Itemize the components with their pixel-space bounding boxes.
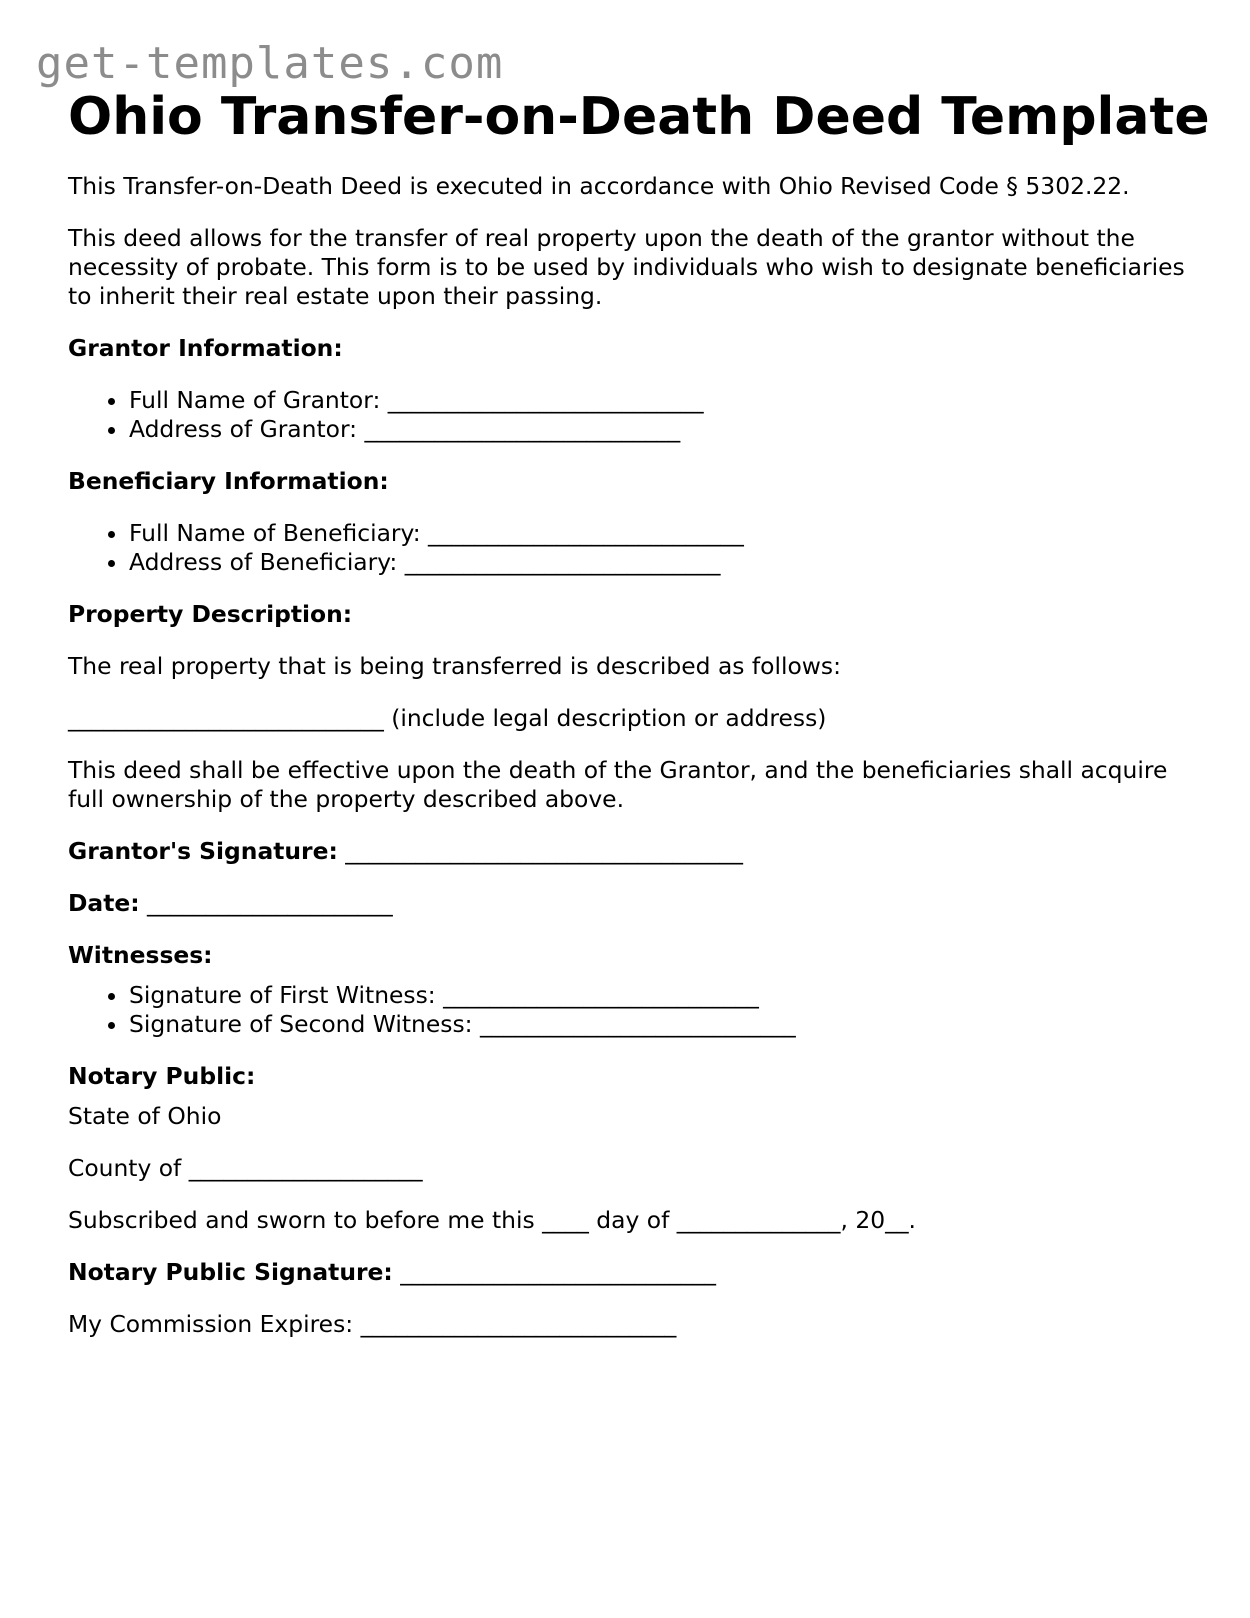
commission-expires-field[interactable]: My Commission Expires: ___________________________ xyxy=(68,1310,677,1338)
date-label: Date: xyxy=(68,889,140,917)
notary-signature-blank[interactable]: ___________________________ xyxy=(392,1258,716,1286)
date-blank[interactable]: _____________________ xyxy=(139,889,393,917)
watermark: get-templates.com xyxy=(36,38,504,89)
beneficiary-list xyxy=(68,519,1198,577)
notary-heading: Notary Public: xyxy=(68,1062,256,1090)
grantor-heading: Grantor Information: xyxy=(68,334,343,362)
notary-county-field[interactable]: County of ____________________ xyxy=(68,1154,423,1182)
beneficiary-heading: Beneficiary Information: xyxy=(68,467,389,495)
property-lead: The real property that is being transferred is described as follows: xyxy=(68,652,841,680)
intro-paragraph: This Transfer-on-Death Deed is executed in accordance with Ohio Revised Code § 5302.22. xyxy=(68,172,1130,200)
second-witness-field[interactable]: • Signature of Second Witness: ___________________________ xyxy=(129,1010,1198,1039)
beneficiary-name-field[interactable]: • Full Name of Beneficiary: ___________________________ xyxy=(129,519,1198,548)
date-line[interactable] xyxy=(68,889,1198,918)
notary-signature-line[interactable] xyxy=(68,1258,1198,1287)
notary-state: State of Ohio xyxy=(68,1102,222,1130)
witnesses-list xyxy=(68,981,1198,1039)
grantor-signature-blank[interactable]: __________________________________ xyxy=(337,837,743,865)
first-witness-field[interactable]: • Signature of First Witness: ___________________________ xyxy=(129,981,1198,1010)
effective-paragraph: This deed shall be effective upon the death of the Grantor, and the beneficiaries shall acquire full ownership of the property described above. xyxy=(68,756,1168,813)
witnesses-heading: Witnesses: xyxy=(68,941,213,969)
grantor-list xyxy=(68,386,1198,444)
purpose-paragraph: This deed allows for the transfer of real property upon the death of the grantor without the necessity of probate. This form is to be used by individuals who wish to designate beneficiaries to inherit their real estate upon their passing. xyxy=(68,224,1185,310)
grantor-address-field[interactable]: • Address of Grantor: ___________________________ xyxy=(129,415,1198,444)
page-title: Ohio Transfer-on-Death Deed Template xyxy=(68,87,1210,147)
property-heading: Property Description: xyxy=(68,600,353,628)
grantor-signature-line[interactable] xyxy=(68,837,1198,866)
notary-sworn-field[interactable]: Subscribed and sworn to before me this ____ day of ______________, 20__. xyxy=(68,1206,916,1234)
grantor-signature-label: Grantor's Signature: xyxy=(68,837,338,865)
grantor-name-field[interactable]: • Full Name of Grantor: ___________________________ xyxy=(129,386,1198,415)
property-description-field[interactable]: ___________________________ (include legal description or address) xyxy=(68,704,827,732)
beneficiary-address-field[interactable]: • Address of Beneficiary: ___________________________ xyxy=(129,548,1198,577)
document-body xyxy=(68,84,1210,1339)
notary-signature-label: Notary Public Signature: xyxy=(68,1258,393,1286)
